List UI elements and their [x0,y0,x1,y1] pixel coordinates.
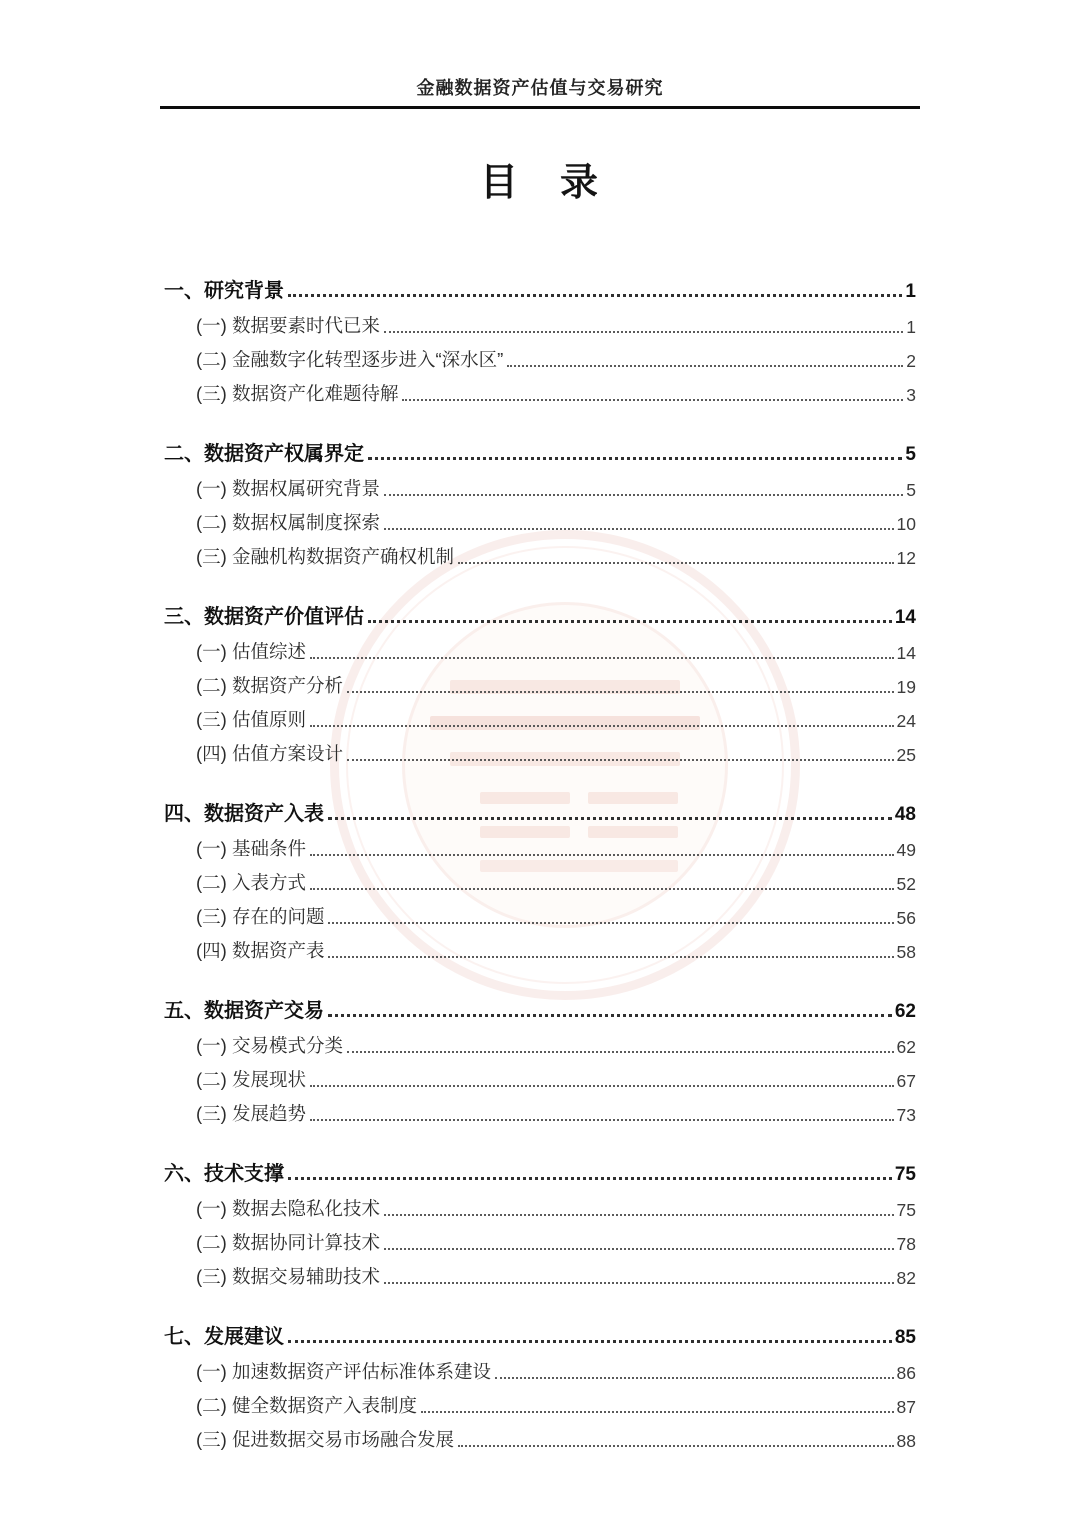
toc-item[interactable] [164,342,916,376]
dot-leader [347,759,894,761]
toc-section[interactable] [164,791,916,831]
toc-item-label: (三) 估值原则 [196,709,306,730]
toc-item-page-number: 49 [896,840,916,860]
toc-section-label: 五、数据资产交易 [164,1000,324,1022]
toc-item[interactable] [164,1259,916,1293]
toc-section[interactable] [164,1314,916,1354]
dot-leader [310,657,894,659]
toc-item[interactable] [164,736,916,770]
dot-leader [368,620,892,623]
toc-item-page-number: 87 [896,1397,916,1417]
toc-item-page-number: 14 [896,643,916,663]
toc-item-page-number: 3 [906,385,916,405]
header-divider [160,106,920,109]
dot-leader [310,854,894,856]
toc-item-page-number: 25 [896,745,916,765]
toc-section-page-number: 1 [905,281,916,302]
toc-item-page-number: 75 [896,1200,916,1220]
dot-leader [310,888,894,890]
toc-item-label: (一) 数据要素时代已来 [196,315,380,336]
toc-section-label: 二、数据资产权属界定 [164,443,364,465]
toc-item-page-number: 88 [896,1431,916,1451]
toc-item-page-number: 2 [906,351,916,371]
toc-item-page-number: 10 [896,514,916,534]
toc-item-label: (一) 交易模式分类 [196,1035,343,1056]
dot-leader [347,691,894,693]
dot-leader [458,1445,894,1447]
page-header [0,0,1080,109]
toc-item[interactable] [164,668,916,702]
toc-item-page-number: 82 [896,1268,916,1288]
toc-item-page-number: 73 [896,1105,916,1125]
toc-section-page-number: 62 [894,1001,916,1022]
toc-section-page-number: 48 [894,804,916,825]
dot-leader [310,1119,894,1121]
toc-item-label: (三) 促进数据交易市场融合发展 [196,1429,454,1450]
toc-item[interactable] [164,1028,916,1062]
toc-item[interactable] [164,634,916,668]
toc-section[interactable] [164,594,916,634]
toc-item[interactable] [164,831,916,865]
toc-item-page-number: 24 [896,711,916,731]
toc-item-label: (三) 金融机构数据资产确权机制 [196,546,454,567]
toc-section-label: 一、研究背景 [164,280,284,302]
running-header-title: 金融数据资产估值与交易研究 [416,78,664,98]
dot-leader [384,1282,894,1284]
toc-list [164,268,916,1456]
toc-item[interactable] [164,471,916,505]
toc-item[interactable] [164,376,916,410]
toc-item[interactable] [164,865,916,899]
dot-leader [328,817,892,820]
toc-item-label: (一) 基础条件 [196,838,306,859]
dot-leader [495,1377,894,1379]
dot-leader [384,331,903,333]
toc-item[interactable] [164,1062,916,1096]
toc-item[interactable] [164,1191,916,1225]
toc-section-label: 七、发展建议 [164,1326,284,1348]
toc-item-page-number: 86 [896,1363,916,1383]
dot-leader [347,1051,894,1053]
toc-item[interactable] [164,539,916,573]
dot-leader [288,294,902,297]
toc-section-page-number: 85 [894,1327,916,1348]
toc-item[interactable] [164,702,916,736]
toc-section[interactable] [164,431,916,471]
toc-item-page-number: 58 [896,942,916,962]
toc-item-page-number: 12 [896,548,916,568]
toc-item-label: (三) 数据交易辅助技术 [196,1266,380,1287]
toc-item-label: (一) 数据去隐私化技术 [196,1198,380,1219]
dot-leader [328,922,893,924]
toc-item-label: (二) 数据资产分析 [196,675,343,696]
toc-item-label: (二) 入表方式 [196,872,306,893]
toc-item-label: (一) 估值综述 [196,641,306,662]
dot-leader [421,1411,894,1413]
toc-item[interactable] [164,308,916,342]
toc-item-page-number: 5 [906,480,916,500]
toc-item[interactable] [164,505,916,539]
toc-section[interactable] [164,1151,916,1191]
toc-item-label: (二) 发展现状 [196,1069,306,1090]
toc-section[interactable] [164,988,916,1028]
toc-item-label: (四) 估值方案设计 [196,743,343,764]
toc-section-page-number: 75 [894,1164,916,1185]
toc-item[interactable] [164,1225,916,1259]
dot-leader [384,1214,894,1216]
toc-item[interactable] [164,899,916,933]
page-title: 目 录 [479,162,600,204]
toc-section-page-number: 5 [905,444,916,465]
toc-section-page-number: 14 [894,607,916,628]
toc-section[interactable] [164,268,916,308]
toc-item-page-number: 67 [896,1071,916,1091]
dot-leader [310,725,894,727]
dot-leader [368,457,902,460]
toc-item-page-number: 1 [906,317,916,337]
toc-item-page-number: 52 [896,874,916,894]
dot-leader [288,1340,892,1343]
toc-item-page-number: 19 [896,677,916,697]
dot-leader [384,528,894,530]
toc-item[interactable] [164,1388,916,1422]
toc-item[interactable] [164,1096,916,1130]
toc-item-page-number: 56 [896,908,916,928]
toc-item-label: (一) 加速数据资产评估标准体系建设 [196,1361,491,1382]
toc-item-label: (三) 存在的问题 [196,906,325,927]
dot-leader [402,399,903,401]
toc-section-label: 六、技术支撑 [164,1163,284,1185]
toc-section-label: 四、数据资产入表 [164,803,324,825]
toc-section-label: 三、数据资产价值评估 [164,606,364,628]
toc-item-label: (三) 数据资产化难题待解 [196,383,399,404]
toc-item-label: (二) 金融数字化转型逐步进入“深水区” [196,349,504,370]
toc-item-label: (四) 数据资产表 [196,940,325,961]
toc-item-page-number: 78 [896,1234,916,1254]
toc-item[interactable] [164,933,916,967]
dot-leader [328,956,893,958]
toc-item[interactable] [164,1354,916,1388]
dot-leader [384,1248,894,1250]
toc-item-label: (二) 健全数据资产入表制度 [196,1395,417,1416]
dot-leader [384,494,903,496]
dot-leader [310,1085,894,1087]
dot-leader [288,1177,892,1180]
dot-leader [328,1014,892,1017]
dot-leader [507,365,903,367]
toc-item-label: (一) 数据权属研究背景 [196,478,380,499]
toc-item[interactable] [164,1422,916,1456]
toc-item-label: (三) 发展趋势 [196,1103,306,1124]
dot-leader [458,562,894,564]
toc-item-label: (二) 数据协同计算技术 [196,1232,380,1253]
toc-item-page-number: 62 [896,1037,916,1057]
toc-item-label: (二) 数据权属制度探索 [196,512,380,533]
